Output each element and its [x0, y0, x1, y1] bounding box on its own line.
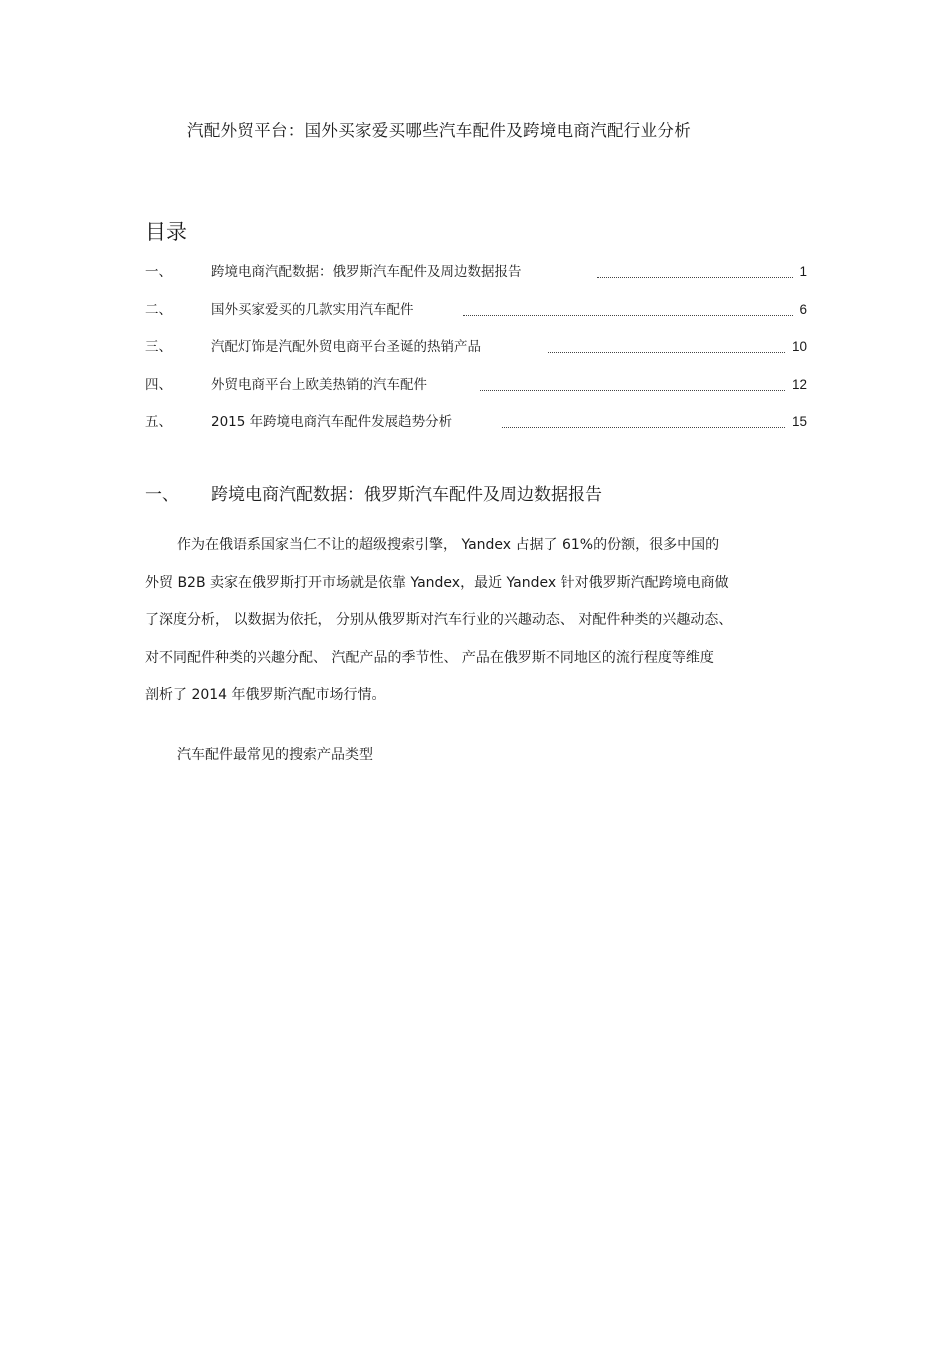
toc-entry-title: 跨境电商汽配数据：俄罗斯汽车配件及周边数据报告 [211, 264, 522, 280]
page-title: 汽配外贸平台：国外买家爱买哪些汽车配件及跨境电商汽配行业分析 [187, 121, 691, 140]
section-heading [145, 480, 602, 505]
toc-heading: 目录 [145, 220, 187, 244]
toc-entry-page: 15 [791, 414, 807, 429]
toc-entry-page: 10 [791, 339, 807, 354]
toc-entry-number: 三、 [145, 339, 172, 355]
toc-entry-page: 6 [799, 301, 807, 317]
paragraph-line: 外贸 B2B 卖家在俄罗斯打开市场就是依靠 Yandex，最近 Yandex 针对俄罗斯汽配跨境电商做 [145, 574, 729, 591]
toc-entry-title: 外贸电商平台上欧美热销的汽车配件 [211, 376, 427, 393]
toc-entry-number: 五、 [145, 414, 172, 430]
toc-entry-page: 1 [799, 264, 807, 279]
toc-entry[interactable] [145, 262, 807, 300]
toc-entry-number: 四、 [145, 376, 172, 393]
toc-entry-page: 12 [791, 376, 807, 392]
toc-entry-title: 2015 年跨境电商汽车配件发展趋势分析 [211, 414, 453, 430]
toc-entry-leader-dots [480, 382, 785, 391]
toc-entry[interactable] [145, 375, 807, 413]
toc-entry[interactable] [145, 337, 807, 375]
toc-entry[interactable] [145, 300, 807, 338]
paragraph-line: 剖析了 2014 年俄罗斯汽配市场行情。 [145, 687, 386, 704]
toc-entry-leader-dots [463, 307, 793, 316]
toc-entry-leader-dots [502, 419, 785, 428]
paragraph-line: 作为在俄语系国家当仁不让的超级搜索引擎， Yandex 占据了 61%的份额，很多中国的 [177, 537, 720, 553]
paragraph-line: 了深度分析， 以数据为依托， 分别从俄罗斯对汽车行业的兴趣动态、 对配件种类的兴趣动态、 [145, 612, 733, 629]
table-of-contents [145, 262, 807, 450]
toc-entry-title: 国外买家爱买的几款实用汽车配件 [211, 301, 414, 318]
paragraph-line: 对不同配件种类的兴趣分配、 汽配产品的季节性、 产品在俄罗斯不同地区的流行程度等维度 [145, 649, 714, 666]
toc-entry-number: 一、 [145, 264, 172, 280]
toc-entry-leader-dots [597, 269, 793, 278]
body-paragraph [145, 533, 805, 721]
toc-entry-leader-dots [548, 344, 785, 353]
section-number: 一、 [145, 485, 179, 505]
subheading: 汽车配件最常见的搜索产品类型 [177, 747, 373, 763]
toc-entry-number: 二、 [145, 301, 172, 318]
toc-entry[interactable] [145, 412, 807, 450]
section-title: 跨境电商汽配数据：俄罗斯汽车配件及周边数据报告 [211, 485, 602, 505]
toc-entry-title: 汽配灯饰是汽配外贸电商平台圣诞的热销产品 [211, 339, 481, 355]
